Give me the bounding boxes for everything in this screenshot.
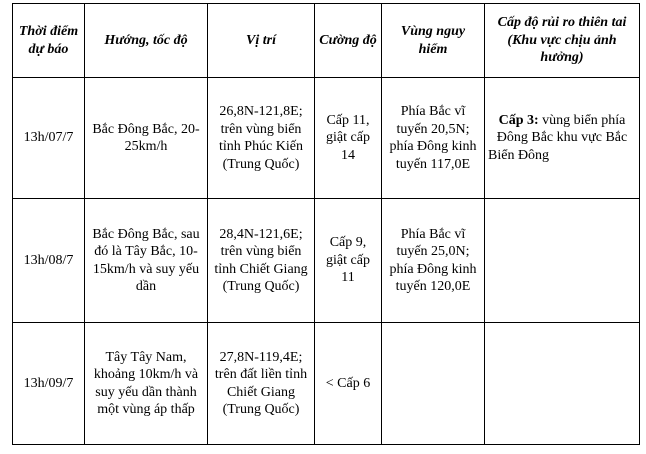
table-row: [13, 78, 640, 199]
cell-risk-level: [485, 78, 640, 199]
cell-intensity: Cấp 11, giật cấp 14: [315, 78, 382, 199]
cell-time: 13h/09/7: [13, 323, 85, 445]
cell-risk-level: [485, 323, 640, 445]
header-direction-speed: Hướng, tốc độ: [85, 4, 208, 78]
cell-danger-zone: Phía Bắc vĩ tuyến 20,5N; phía Đông kinh tuyến 117,0E: [382, 78, 485, 199]
cell-direction-speed: Tây Tây Nam, khoảng 10km/h và suy yếu dần thành một vùng áp thấp: [85, 323, 208, 445]
cell-risk-level: [485, 199, 640, 323]
risk-level-text: vùng biển phía Đông Bắc khu vực Bắc Biển Đông: [488, 112, 628, 163]
cell-danger-zone: Phía Bắc vĩ tuyến 25,0N; phía Đông kinh tuyến 120,0E: [382, 199, 485, 323]
cell-intensity: < Cấp 6: [315, 323, 382, 445]
cell-direction-speed: Bắc Đông Bắc, sau đó là Tây Bắc, 10-15km/h và suy yếu dần: [85, 199, 208, 323]
cell-direction-speed: Bắc Đông Bắc, 20-25km/h: [85, 78, 208, 199]
header-risk-level: Cấp độ rủi ro thiên tai (Khu vực chịu ảnh hưởng): [485, 4, 640, 78]
header-intensity: Cường độ: [315, 4, 382, 78]
cell-position: 27,8N-119,4E; trên đất liền tỉnh Chiết Giang (Trung Quốc): [208, 323, 315, 445]
cell-danger-zone: [382, 323, 485, 445]
header-danger-zone: Vùng nguy hiểm: [382, 4, 485, 78]
cell-position: 26,8N-121,8E; trên vùng biển tỉnh Phúc Kiến (Trung Quốc): [208, 78, 315, 199]
cell-time: 13h/07/7: [13, 78, 85, 199]
storm-forecast-table: [12, 3, 640, 445]
cell-time: 13h/08/7: [13, 199, 85, 323]
header-forecast-time: Thời điểm dự báo: [13, 4, 85, 78]
table-header-row: [13, 4, 640, 78]
risk-level-label: Cấp 3:: [498, 112, 539, 128]
cell-intensity: Cấp 9, giật cấp 11: [315, 199, 382, 323]
cell-position: 28,4N-121,6E; trên vùng biển tỉnh Chiết Giang (Trung Quốc): [208, 199, 315, 323]
table-row: [13, 323, 640, 445]
table-row: [13, 199, 640, 323]
header-position: Vị trí: [208, 4, 315, 78]
